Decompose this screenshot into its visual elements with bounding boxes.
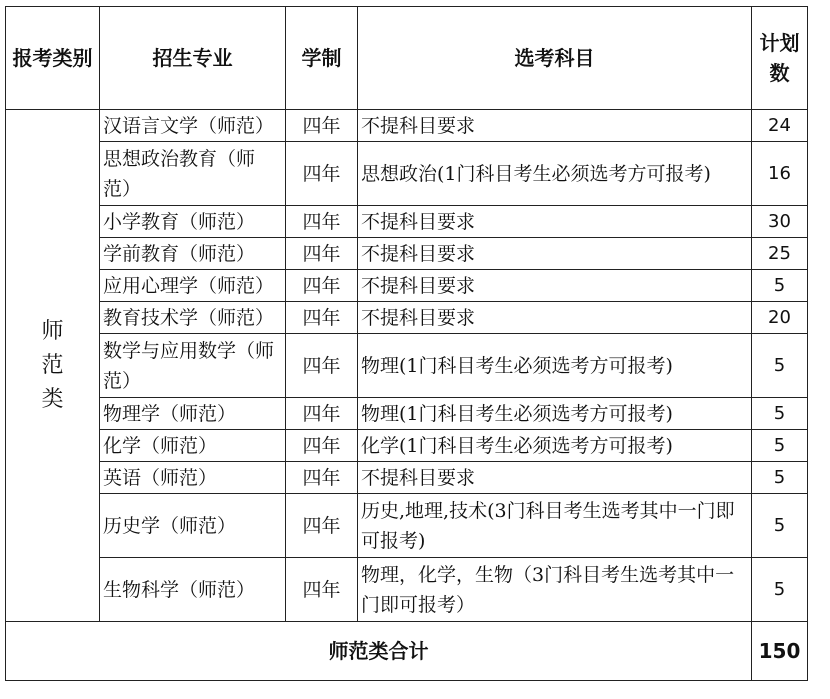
header-subjects: 选考科目 xyxy=(358,7,752,110)
plan-cell: 5 xyxy=(752,398,808,430)
subjects-cell: 物理(1门科目考生必须选考方可报考) xyxy=(358,334,752,398)
table-row xyxy=(6,462,808,494)
duration-cell: 四年 xyxy=(286,334,358,398)
plan-cell: 25 xyxy=(752,238,808,270)
subjects-cell: 不提科目要求 xyxy=(358,462,752,494)
duration-cell: 四年 xyxy=(286,494,358,558)
plan-cell: 30 xyxy=(752,206,808,238)
duration-cell: 四年 xyxy=(286,142,358,206)
duration-cell: 四年 xyxy=(286,238,358,270)
subjects-cell: 不提科目要求 xyxy=(358,206,752,238)
major-cell: 学前教育（师范） xyxy=(100,238,286,270)
plan-cell: 5 xyxy=(752,430,808,462)
major-cell: 思想政治教育（师范） xyxy=(100,142,286,206)
subjects-cell: 思想政治(1门科目考生必须选考方可报考) xyxy=(358,142,752,206)
subjects-cell: 不提科目要求 xyxy=(358,270,752,302)
header-duration: 学制 xyxy=(286,7,358,110)
table-row xyxy=(6,334,808,398)
table-row xyxy=(6,558,808,622)
table-row xyxy=(6,110,808,142)
table-row xyxy=(6,398,808,430)
duration-cell: 四年 xyxy=(286,558,358,622)
subjects-cell: 化学(1门科目考生必须选考方可报考) xyxy=(358,430,752,462)
header-row xyxy=(6,7,808,110)
admission-plan-table xyxy=(5,6,808,681)
duration-cell: 四年 xyxy=(286,270,358,302)
major-cell: 小学教育（师范） xyxy=(100,206,286,238)
major-cell: 英语（师范） xyxy=(100,462,286,494)
subjects-cell: 物理，化学，生物（3门科目考生选考其中一门即可报考） xyxy=(358,558,752,622)
major-cell: 历史学（师范） xyxy=(100,494,286,558)
duration-cell: 四年 xyxy=(286,430,358,462)
duration-cell: 四年 xyxy=(286,206,358,238)
header-category: 报考类别 xyxy=(6,7,100,110)
plan-cell: 5 xyxy=(752,270,808,302)
duration-cell: 四年 xyxy=(286,302,358,334)
plan-cell: 5 xyxy=(752,334,808,398)
duration-cell: 四年 xyxy=(286,462,358,494)
plan-cell: 16 xyxy=(752,142,808,206)
plan-cell: 24 xyxy=(752,110,808,142)
duration-cell: 四年 xyxy=(286,398,358,430)
major-cell: 应用心理学（师范） xyxy=(100,270,286,302)
major-cell: 数学与应用数学（师范） xyxy=(100,334,286,398)
duration-cell: 四年 xyxy=(286,110,358,142)
category-cell xyxy=(6,110,100,622)
table-row xyxy=(6,206,808,238)
plan-cell: 5 xyxy=(752,462,808,494)
total-row xyxy=(6,622,808,681)
major-cell: 教育技术学（师范） xyxy=(100,302,286,334)
table-row xyxy=(6,142,808,206)
major-cell: 物理学（师范） xyxy=(100,398,286,430)
subjects-cell: 不提科目要求 xyxy=(358,302,752,334)
table-row xyxy=(6,494,808,558)
header-major: 招生专业 xyxy=(100,7,286,110)
table-row xyxy=(6,430,808,462)
table-row xyxy=(6,302,808,334)
total-label: 师范类合计 xyxy=(6,622,752,681)
subjects-cell: 不提科目要求 xyxy=(358,110,752,142)
category-label: 师 范 类 xyxy=(41,318,64,412)
plan-cell: 20 xyxy=(752,302,808,334)
table-row xyxy=(6,238,808,270)
table-row xyxy=(6,270,808,302)
major-cell: 化学（师范） xyxy=(100,430,286,462)
plan-cell: 5 xyxy=(752,558,808,622)
header-plan: 计划数 xyxy=(752,7,808,110)
plan-cell: 5 xyxy=(752,494,808,558)
major-cell: 汉语言文学（师范） xyxy=(100,110,286,142)
subjects-cell: 不提科目要求 xyxy=(358,238,752,270)
total-value: 150 xyxy=(752,622,808,681)
major-cell: 生物科学（师范） xyxy=(100,558,286,622)
subjects-cell: 物理(1门科目考生必须选考方可报考) xyxy=(358,398,752,430)
subjects-cell: 历史,地理,技术(3门科目考生选考其中一门即可报考) xyxy=(358,494,752,558)
